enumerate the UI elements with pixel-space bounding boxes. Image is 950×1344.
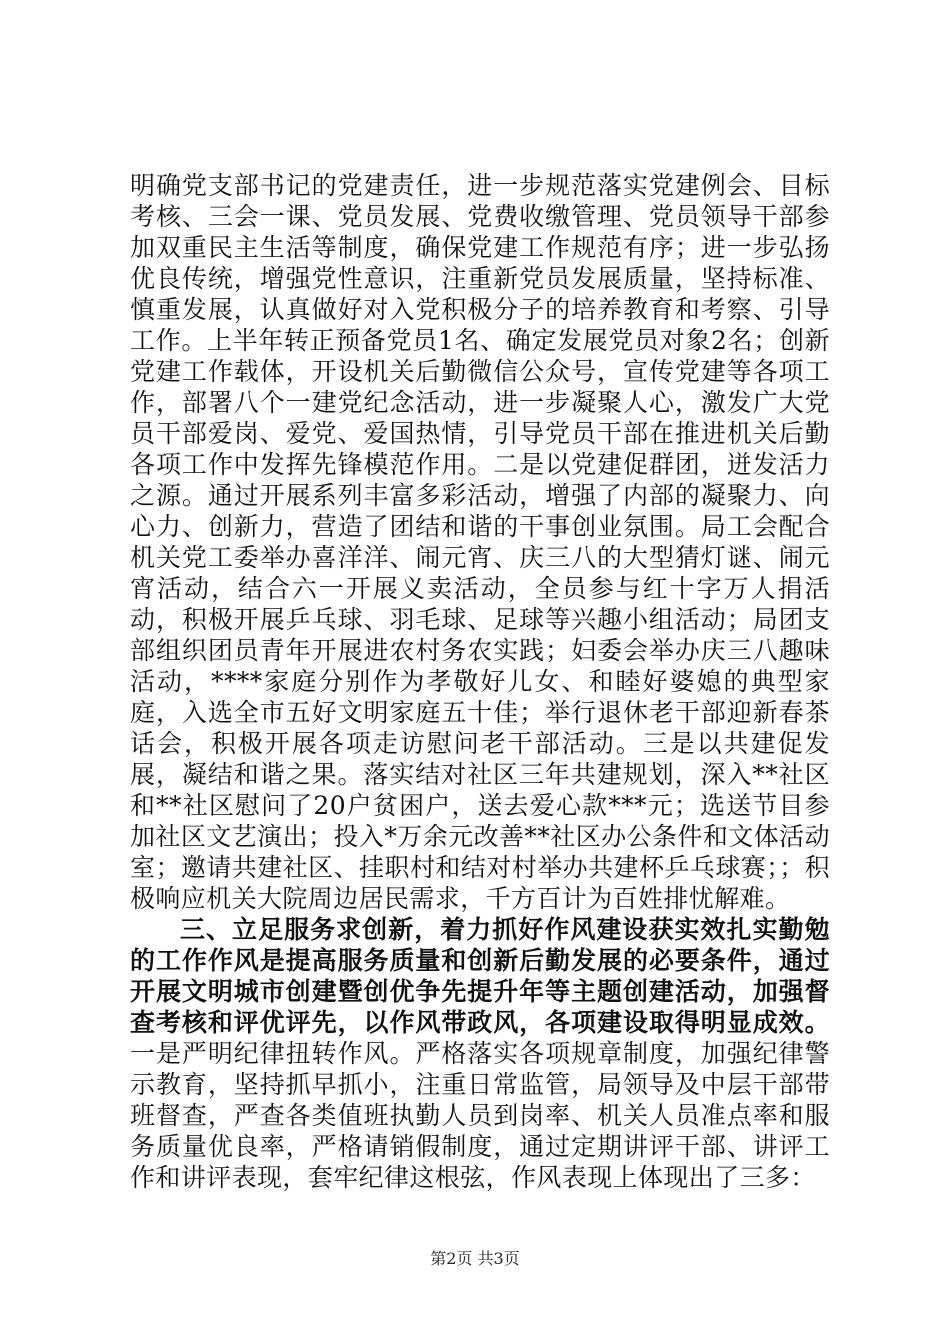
page-number-footer: 第2页 共3页 [430, 1249, 520, 1268]
document-body [130, 170, 830, 1193]
section-heading-bold: 三、立足服务求创新，着力抓好作风建设获实效扎实勤勉的工作作风是提高服务质量和创新后勤发展的必要条件，通过开展文明城市创建暨创优争先提升年等主题创建活动，加强督查考核和评优评先，以作风带政风，各项建设取得明显成效。 [130, 915, 830, 1037]
paragraph-continued: 明确党支部书记的党建责任，进一步规范落实党建例会、目标考核、三会一课、党员发展、党费收缴管理、党员领导干部参加双重民主生活等制度，确保党建工作规范有序；进一步弘扬优良传统，增强党性意识，注重新党员发展质量，坚持标准、慎重发展，认真做好对入党积极分子的培养教育和考察、引导工作。上半年转正预备党员1名、确定发展党员对象2名；创新党建工作载体，开设机关后勤微信公众号，宣传党建等各项工作，部署八个一建党纪念活动，进一步凝聚人心，激发广大党员干部爱岗、爱党、爱国热情，引导党员干部在推进机关后勤各项工作中发挥先锋模范作用。二是以党建促群团，迸发活力之源。通过开展系列丰富多彩活动，增强了内部的凝聚力、向心力、创新力，营造了团结和谐的干事创业氛围。局工会配合机关党工委举办喜洋洋、闹元宵、庆三八的大型猜灯谜、闹元宵活动，结合六一开展义卖活动，全员参与红十字万人捐活动，积极开展乒乓球、羽毛球、足球等兴趣小组活动；局团支部组织团员青年开展进农村务农实践；妇委会举办庆三八趣味活动，****家庭分别作为孝敬好儿女、和睦好婆媳的典型家庭，入选全市五好文明家庭五十佳；举行退休老干部迎新春茶话会，积极开展各项走访慰问老干部活动。三是以共建促发展，凝结和谐之果。落实结对社区三年共建规划，深入**社区和**社区慰问了20户贫困户，送去爱心款***元；选送节目参加社区文艺演出；投入*万余元改善**社区办公条件和文体活动室；邀请共建社区、挂职村和结对村举办共建杯乒乓球赛；；积极响应机关大院周边居民需求，千方百计为百姓排忧解难。 [130, 171, 830, 913]
section-three-paragraph [130, 914, 830, 1193]
section-body-text: 一是严明纪律扭转作风。严格落实各项规章制度，加强纪律警示教育，坚持抓早抓小，注重日常监管，局领导及中层干部带班督查，严查各类值班执勤人员到岗率、机关人员准点率和服务质量优良率，严格请销假制度，通过定期讲评干部、讲评工作和讲评表现，套牢纪律这根弦，作风表现上体现出了三多： [130, 1039, 830, 1192]
